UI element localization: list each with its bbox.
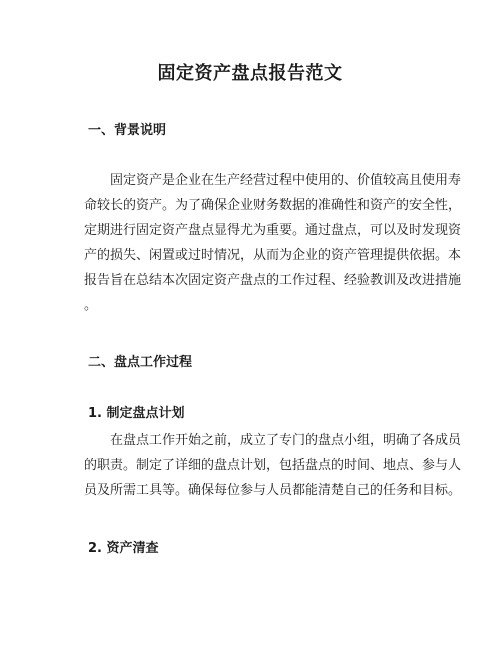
section-heading-background: 一、背景说明 (88, 123, 167, 138)
paragraph-line: 员及所需工具等。确保每位参与人员都能清楚自己的任务和目标。 (84, 483, 462, 498)
paragraph-line: 命较长的资产。为了确保企业财务数据的准确性和资产的安全性， (84, 198, 462, 213)
paragraph-line: 报告旨在总结本次固定资产盘点的工作过程、经验教训及改进措施 (84, 273, 462, 288)
section-heading-process: 二、盘点工作过程 (88, 355, 193, 370)
subsection-paragraph-plan (84, 428, 462, 503)
paragraph-line: 固定资产是企业在生产经营过程中使用的、价值较高且使用寿 (84, 173, 462, 188)
paragraph-line: 在盘点工作开始之前，成立了专门的盘点小组，明确了各成员 (84, 433, 462, 448)
paragraph-line: 的职责。制定了详细的盘点计划，包括盘点的时间、地点、参与人 (84, 458, 462, 473)
paragraph-line: 定期进行固定资产盘点显得尤为重要。通过盘点，可以及时发现资 (84, 223, 462, 238)
paragraph-line: 。 (84, 298, 98, 313)
subsection-heading-inventory: 2. 资产清查 (88, 541, 159, 556)
paragraph-line: 产的损失、闲置或过时情况，从而为企业的资产管理提供依据。本 (84, 248, 462, 263)
section-paragraph-background (84, 168, 462, 318)
subsection-heading-plan: 1. 制定盘点计划 (88, 406, 185, 421)
document-title: 固定资产盘点报告范文 (157, 63, 343, 84)
